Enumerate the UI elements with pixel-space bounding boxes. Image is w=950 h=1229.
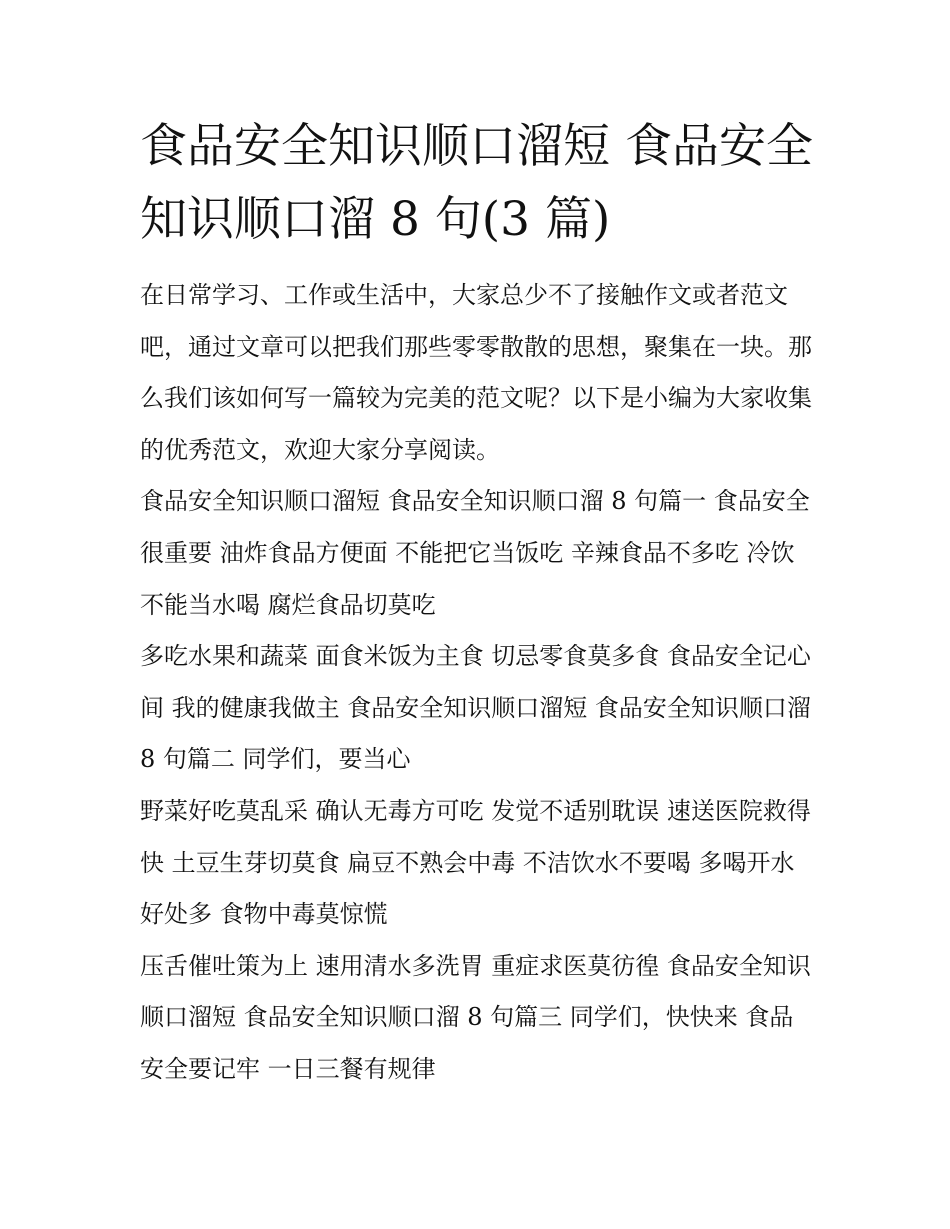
- paragraph-3: 野菜好吃莫乱采 确认无毒方可吃 发觉不适别耽误 速送医院救得快 土豆生芽切莫食 扁豆不熟会中毒 不洁饮水不要喝 多喝开水好处多 食物中毒莫惊慌: [140, 796, 811, 929]
- paragraph-1: 食品安全知识顺口溜短 食品安全知识顺口溜 8 句篇一 食品安全很重要 油炸食品方便面 不能把它当饭吃 辛辣食品不多吃 冷饮不能当水喝 腐烂食品切莫吃: [140, 487, 810, 619]
- paragraph-4: 压舌催吐策为上 速用清水多洗胃 重症求医莫彷徨 食品安全知识顺口溜短 食品安全知识顺口溜 8 句篇三 同学们，快快来 食品安全要记牢 一日三餐有规律: [140, 951, 811, 1083]
- paragraph-intro: 在日常学习、工作或生活中，大家总少不了接触作文或者范文吧，通过文章可以把我们那些零零散散的思想，聚集在一块。那么我们该如何写一篇较为完美的范文呢？以下是小编为大家收集的优秀范文，欢迎大家分享阅读。: [140, 281, 812, 464]
- document-body: [140, 110, 816, 1096]
- paragraph-2: 多吃水果和蔬菜 面食米饭为主食 切忌零食莫多食 食品安全记心间 我的健康我做主 食品安全知识顺口溜短 食品安全知识顺口溜 8 句篇二 同学们，要当心: [140, 642, 811, 774]
- document-title: 食品安全知识顺口溜短 食品安全知识顺口溜 8 句(3 篇): [140, 119, 813, 247]
